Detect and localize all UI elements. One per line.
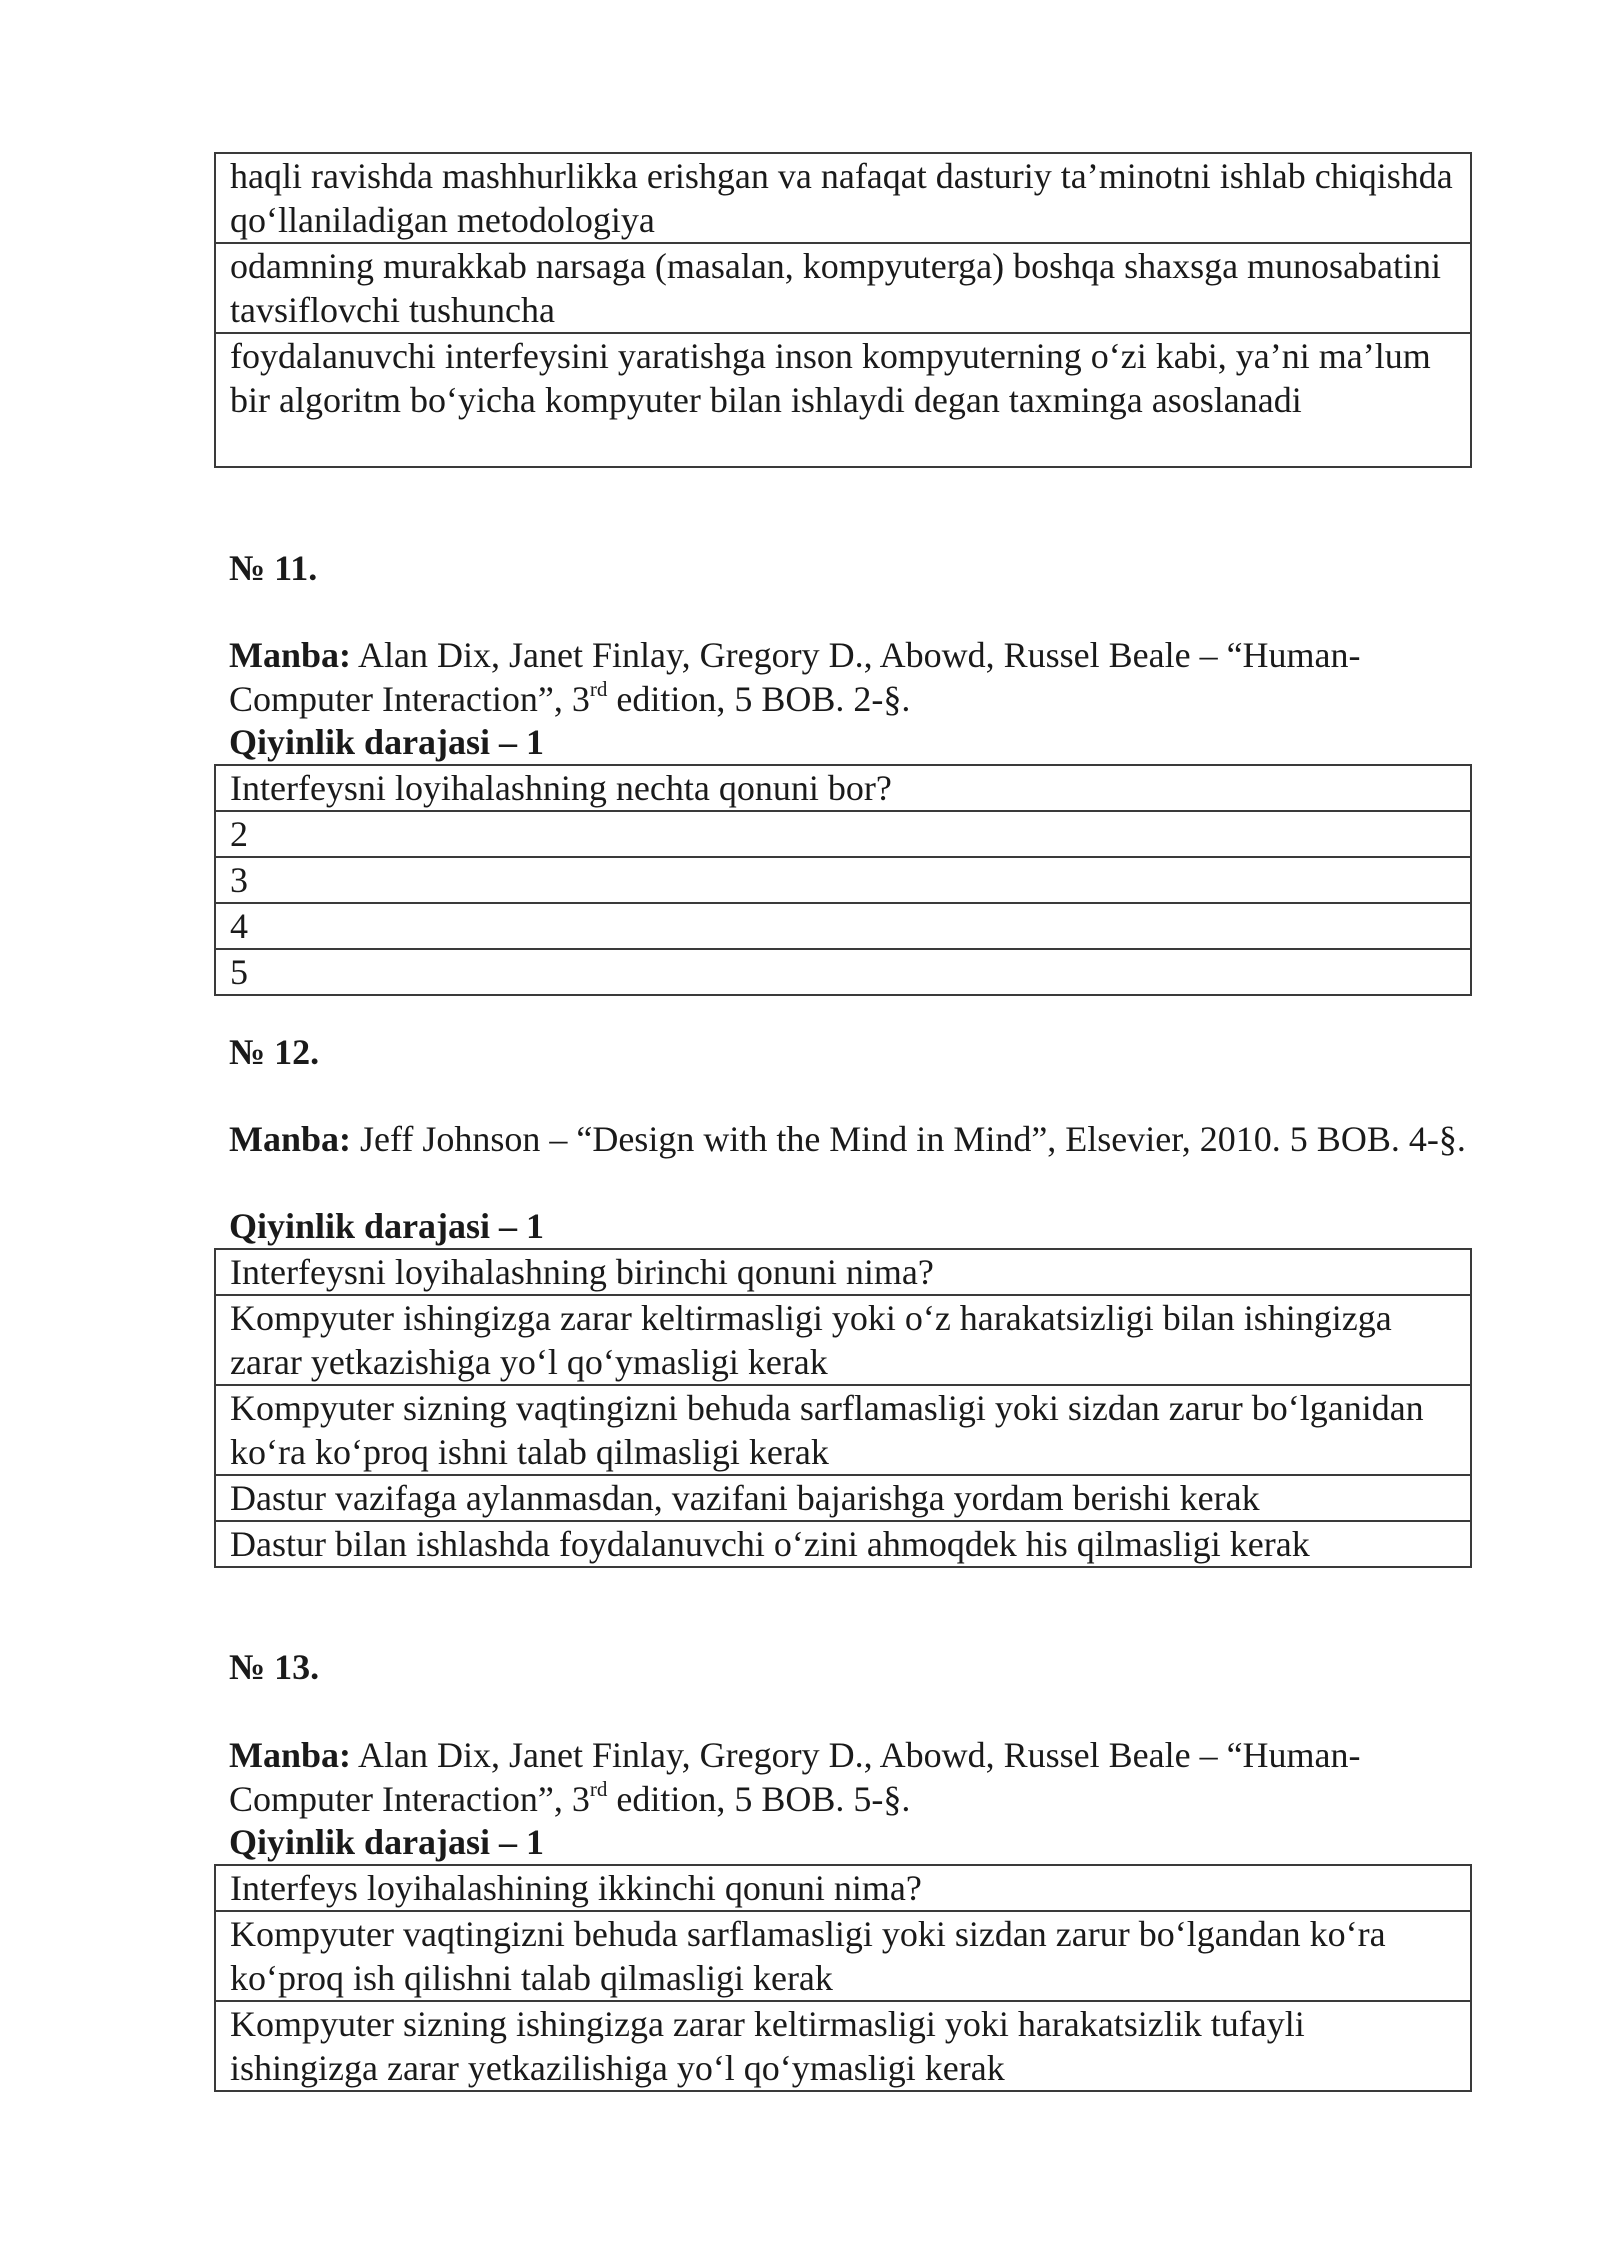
- question-table: [214, 764, 1472, 996]
- source-label: Manba:: [229, 1119, 352, 1159]
- question-text: Interfeysni loyihalashning nechta qonuni bor?: [215, 765, 1471, 811]
- source-text-end: edition, 5 BOB. 2-§.: [607, 679, 911, 719]
- table-row: [215, 153, 1471, 243]
- table-row: [215, 1295, 1471, 1385]
- question-number: № 13.: [229, 1647, 320, 1687]
- table-row: [215, 333, 1471, 467]
- table-row: [215, 811, 1471, 857]
- table-row: [215, 765, 1471, 811]
- source-text: Jeff Johnson – “Design with the Mind in Mind”, Elsevier, 2010. 5 BOB. 4-§.: [351, 1119, 1466, 1159]
- table-row: [215, 1865, 1471, 1911]
- table-row: [215, 949, 1471, 995]
- answer-option: 3: [215, 857, 1471, 903]
- difficulty-level: Qiyinlik darajasi – 1: [229, 1822, 545, 1862]
- table-row: [215, 1521, 1471, 1567]
- answer-option: Kompyuter ishingizga zarar keltirmasligi yoki o‘z harakatsizligi bilan ishingizga zarar yetkazishiga yo‘l qo‘ymasligi kerak: [215, 1295, 1471, 1385]
- source-text: Alan Dix, Janet Finlay, Gregory D., Abowd, Russel Beale – “Human-Computer Interaction”, 3: [229, 1735, 1361, 1819]
- source-text-end: edition, 5 BOB. 5-§.: [607, 1779, 911, 1819]
- table-row: [215, 243, 1471, 333]
- source-reference: [229, 1733, 1479, 1821]
- table-row: [215, 1911, 1471, 2001]
- answer-table-continued: [214, 152, 1472, 468]
- answer-option: 4: [215, 903, 1471, 949]
- difficulty-level: Qiyinlik darajasi – 1: [229, 722, 545, 762]
- source-superscript: rd: [589, 677, 608, 701]
- source-reference: [229, 1117, 1479, 1161]
- source-reference: [229, 633, 1479, 721]
- source-superscript: rd: [589, 1777, 608, 1801]
- answer-option: Kompyuter vaqtingizni behuda sarflamasligi yoki sizdan zarur bo‘lgandan ko‘ra ko‘proq ish qilishni talab qilmasligi kerak: [215, 1911, 1471, 2001]
- table-row: [215, 1385, 1471, 1475]
- table-row: [215, 1249, 1471, 1295]
- answer-option: haqli ravishda mashhurlikka erishgan va nafaqat dasturiy ta’minotni ishlab chiqishda qo‘llaniladigan metodologiya: [215, 153, 1471, 243]
- question-number: № 12.: [229, 1032, 320, 1072]
- question-text: Interfeys loyihalashining ikkinchi qonuni nima?: [215, 1865, 1471, 1911]
- question-number: № 11.: [229, 548, 318, 588]
- answer-option: Dastur vazifaga aylanmasdan, vazifani bajarishga yordam berishi kerak: [215, 1475, 1471, 1521]
- table-row: [215, 1475, 1471, 1521]
- answer-option: 2: [215, 811, 1471, 857]
- answer-option: Dastur bilan ishlashda foydalanuvchi o‘zini ahmoqdek his qilmasligi kerak: [215, 1521, 1471, 1567]
- answer-option: 5: [215, 949, 1471, 995]
- question-text: Interfeysni loyihalashning birinchi qonuni nima?: [215, 1249, 1471, 1295]
- difficulty-level: Qiyinlik darajasi – 1: [229, 1206, 545, 1246]
- question-table: [214, 1864, 1472, 2092]
- answer-option: Kompyuter sizning vaqtingizni behuda sarflamasligi yoki sizdan zarur bo‘lganidan ko‘ra ko‘proq ishni talab qilmasligi kerak: [215, 1385, 1471, 1475]
- answer-option: odamning murakkab narsaga (masalan, kompyuterga) boshqa shaxsga munosabatini tavsiflovchi tushuncha: [215, 243, 1471, 333]
- source-label: Manba:: [229, 635, 352, 675]
- source-label: Manba:: [229, 1735, 352, 1775]
- table-row: [215, 857, 1471, 903]
- table-row: [215, 2001, 1471, 2091]
- answer-option: Kompyuter sizning ishingizga zarar keltirmasligi yoki harakatsizlik tufayli ishingizga zarar yetkazilishiga yo‘l qo‘ymasligi kerak: [215, 2001, 1471, 2091]
- table-row: [215, 903, 1471, 949]
- question-table: [214, 1248, 1472, 1568]
- source-text: Alan Dix, Janet Finlay, Gregory D., Abowd, Russel Beale – “Human-Computer Interaction”, 3: [229, 635, 1361, 719]
- answer-option: foydalanuvchi interfeysini yaratishga inson kompyuterning o‘zi kabi, ya’ni ma’lum bir algoritm bo‘yicha kompyuter bilan ishlaydi degan taxminga asoslanadi: [215, 333, 1471, 467]
